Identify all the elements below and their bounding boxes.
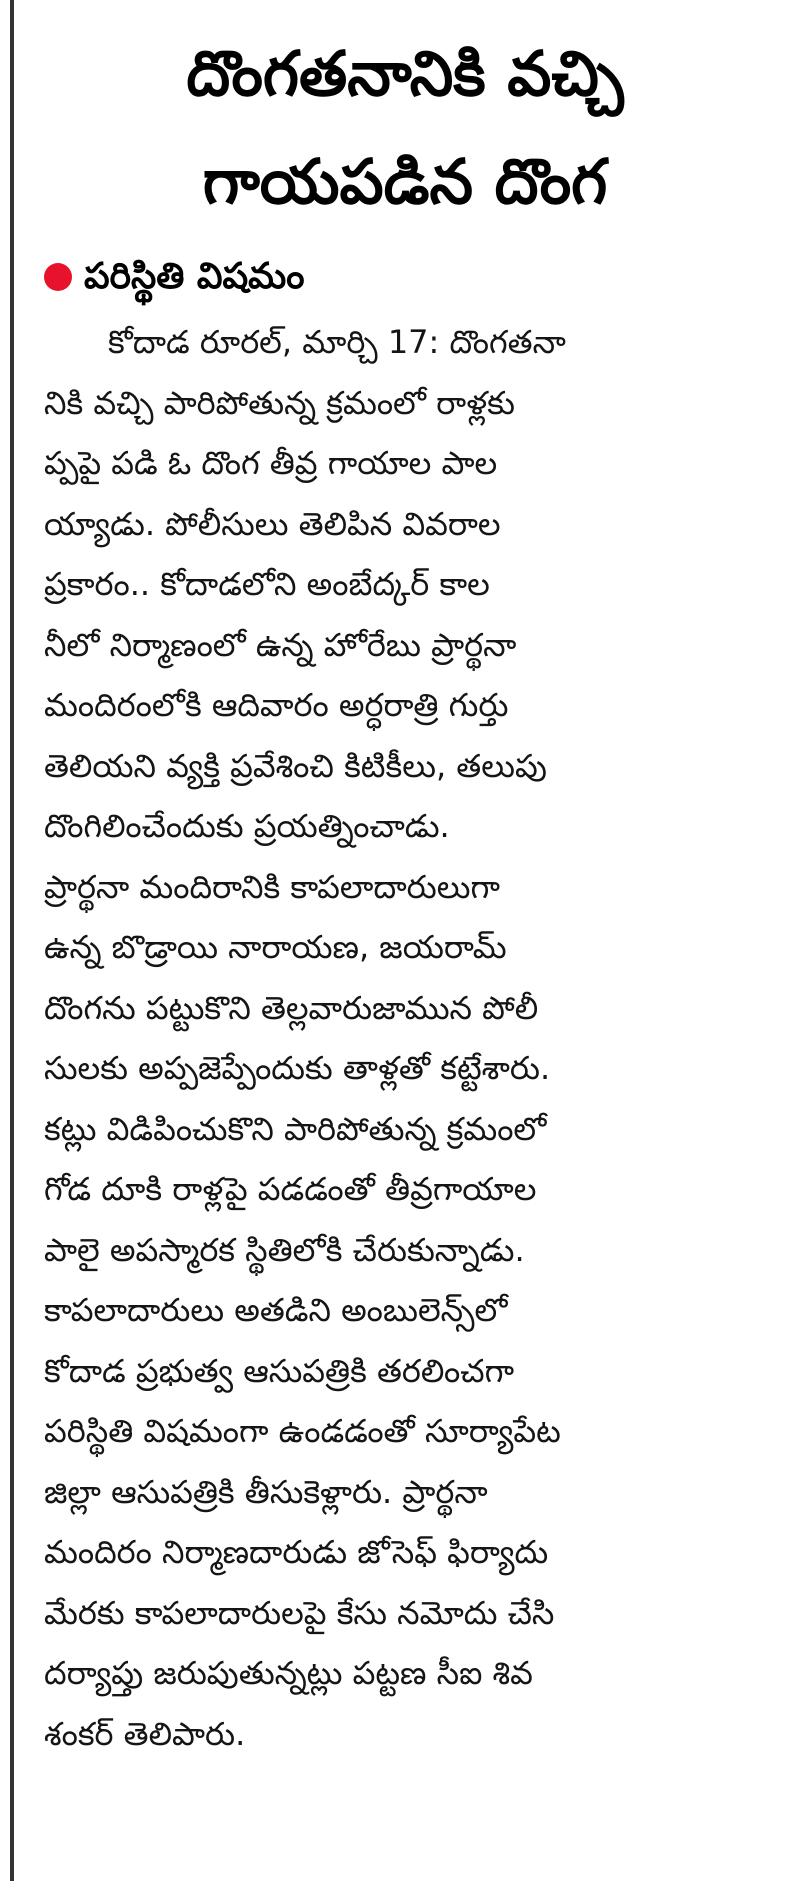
body-line: ప్రార్థనా మందిరానికి కాపలాదారులుగా bbox=[44, 867, 500, 906]
headline-line-2: గాయపడిన దొంగ bbox=[202, 145, 608, 218]
body-line: పాలై అపస్మారక స్థితిలోకి చేరుకున్నాడు. bbox=[44, 1230, 525, 1269]
body-line: మందిరం నిర్మాణదారుడు జోసెఫ్ ఫిర్యాదు bbox=[44, 1533, 549, 1571]
headline bbox=[44, 20, 766, 236]
article-body bbox=[44, 312, 766, 1764]
body-line: సులకు అప్పజెప్పేందుకు తాళ్లతో కట్టేశారు. bbox=[44, 1049, 551, 1087]
body-line: దొంగిలించేందుకు ప్రయత్నించాడు. bbox=[44, 807, 450, 845]
body-line: పరిస్థితి విషమంగా ఉండడంతో సూర్యాపేట bbox=[44, 1412, 561, 1450]
body-line: నీలో నిర్మాణంలో ఉన్న హోరేబు ప్రార్థనా bbox=[44, 625, 517, 664]
body-line: జిల్లా ఆసుపత్రికి తీసుకెళ్లారు. ప్రార్థనా bbox=[44, 1472, 488, 1511]
body-line: కోదాడ ప్రభుత్వ ఆసుపత్రికి తరలించగా bbox=[44, 1351, 515, 1390]
subheading-text: పరిస్థితి విషమం bbox=[84, 256, 305, 297]
body-line: ఉన్న బొడ్రాయి నారాయణ, జయరామ్ bbox=[44, 928, 507, 966]
body-line: గోడ దూకి రాళ్లపై పడడంతో తీవ్రగాయాల bbox=[44, 1170, 537, 1208]
body-line: నికి వచ్చి పారిపోతున్న క్రమంలో రాళ్లకు bbox=[44, 383, 515, 422]
body-line: య్యాడు. పోలీసులు తెలిపిన వివరాల bbox=[44, 504, 501, 543]
body-line: దొంగను పట్టుకొని తెల్లవారుజామున పోలీ bbox=[44, 988, 539, 1027]
headline-line-1: దొంగతనానికి వచ్చి bbox=[186, 37, 624, 110]
body-line: కట్లు విడిపించుకొని పారిపోతున్న క్రమంలో bbox=[44, 1109, 547, 1148]
subheading bbox=[44, 246, 766, 308]
red-bullet-icon bbox=[44, 263, 72, 291]
body-line: తెలియని వ్యక్తి ప్రవేశించి కిటికీలు, తలుపు bbox=[44, 746, 547, 785]
column-divider bbox=[10, 0, 14, 1881]
body-line: ప్పపై పడి ఓ దొంగ తీవ్ర గాయాల పాల bbox=[44, 444, 498, 482]
body-line: మందిరంలోకి ఆదివారం అర్ధరాత్రి గుర్తు bbox=[44, 686, 509, 724]
body-line: దర్యాప్తు జరుపుతున్నట్లు పట్టణ సీఐ శివ bbox=[44, 1654, 533, 1692]
body-line: మేరకు కాపలాదారులపై కేసు నమోదు చేసి bbox=[44, 1593, 555, 1632]
body-line: శంకర్ తెలిపారు. bbox=[44, 1714, 246, 1753]
body-line: ప్రకారం.. కోదాడలోని అంబేద్కర్ కాల bbox=[44, 565, 490, 603]
body-line: కోదాడ రూరల్, మార్చి 17: దొంగతనా bbox=[108, 323, 566, 361]
news-article bbox=[44, 20, 766, 1764]
body-line: కాపలాదారులు అతడిని అంబులెన్స్‌లో bbox=[44, 1291, 508, 1329]
